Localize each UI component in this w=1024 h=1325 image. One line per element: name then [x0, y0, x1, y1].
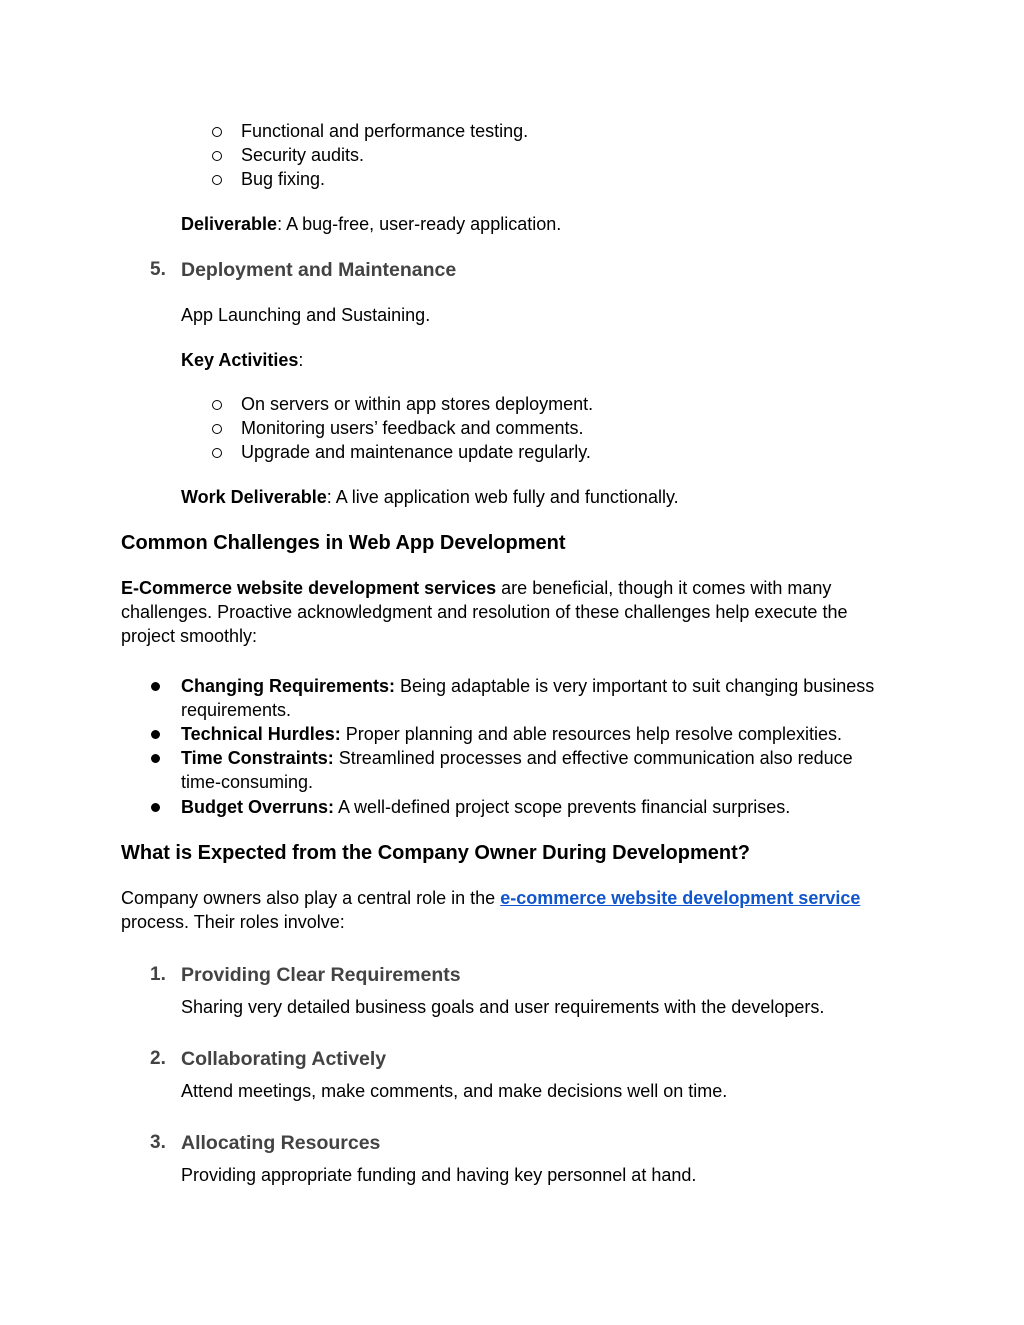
role-number: 3. [150, 1132, 166, 1153]
step-title: Deployment and Maintenance [181, 259, 457, 281]
role-text: Providing appropriate funding and having key personnel at hand. [181, 1165, 697, 1185]
work-deliverable-text: : A live application web fully and functionally. [326, 487, 679, 507]
challenge-label: Technical Hurdles: [181, 724, 341, 744]
hollow-bullet-icon [212, 424, 222, 434]
challenges-intro-line3: project smoothly: [121, 626, 258, 646]
challenges-intro-line2: challenges. Proactive acknowledgment and resolution of these challenges help execute the [121, 602, 848, 622]
bullet-icon [151, 730, 160, 739]
challenge-continuation: time-consuming. [181, 772, 314, 792]
challenges-intro-line1 [121, 576, 831, 600]
role-number: 1. [150, 964, 166, 985]
hollow-bullet-icon [212, 448, 222, 458]
hollow-bullet-icon [212, 400, 222, 410]
challenge-label: Time Constraints: [181, 748, 334, 768]
step-number: 5. [150, 259, 166, 280]
bullet-icon [151, 682, 160, 691]
hollow-bullet-icon [212, 175, 222, 185]
owner-intro-line1 [121, 886, 860, 910]
testing-item: Security audits. [241, 145, 365, 165]
bullet-icon [151, 803, 160, 812]
role-title: Providing Clear Requirements [181, 964, 461, 986]
role-title: Collaborating Actively [181, 1048, 387, 1070]
ecommerce-service-link[interactable]: e-commerce website development service [500, 888, 861, 908]
challenges-heading: Common Challenges in Web App Development [121, 532, 566, 554]
role-number: 2. [150, 1048, 166, 1069]
hollow-bullet-icon [212, 151, 222, 161]
challenge-text: Being adaptable is very important to suit changing business [395, 676, 875, 696]
work-deliverable [181, 485, 679, 509]
challenge-label: Changing Requirements: [181, 676, 396, 696]
work-deliverable-label: Work Deliverable [181, 487, 327, 507]
testing-item: Functional and performance testing. [241, 121, 529, 141]
activity-item: Monitoring users’ feedback and comments. [241, 418, 584, 438]
challenge-text: Proper planning and able resources help resolve complexities. [340, 724, 843, 744]
activity-item: Upgrade and maintenance update regularly. [241, 442, 591, 462]
deliverable-label: Deliverable [181, 214, 278, 234]
role-text: Sharing very detailed business goals and user requirements with the developers. [181, 997, 825, 1017]
challenges-intro-bold: E-Commerce website development services [121, 578, 497, 598]
role-title: Allocating Resources [181, 1132, 381, 1154]
key-activities-label [181, 348, 303, 372]
challenges-intro-rest: are beneficial, though it comes with many [496, 578, 832, 598]
testing-item: Bug fixing. [241, 169, 326, 189]
key-activities-colon: : [298, 350, 304, 370]
key-activities-bold: Key Activities [181, 350, 299, 370]
challenge-label: Budget Overruns: [181, 797, 335, 817]
challenge-item [181, 674, 874, 698]
owner-intro-line2: process. Their roles involve: [121, 912, 345, 932]
role-text: Attend meetings, make comments, and make decisions well on time. [181, 1081, 728, 1101]
challenge-text: A well-defined project scope prevents financial surprises. [334, 797, 791, 817]
challenge-item [181, 795, 790, 819]
bullet-icon [151, 754, 160, 763]
owner-heading: What is Expected from the Company Owner During Development? [121, 842, 750, 864]
activity-item: On servers or within app stores deployment. [241, 394, 594, 414]
hollow-bullet-icon [212, 127, 222, 137]
challenge-text: Streamlined processes and effective communication also reduce [333, 748, 853, 768]
challenge-item [181, 722, 842, 746]
step-intro: App Launching and Sustaining. [181, 305, 431, 325]
testing-deliverable [181, 212, 561, 236]
challenge-continuation: requirements. [181, 700, 292, 720]
owner-intro-text: Company owners also play a central role in the [121, 888, 501, 908]
challenge-item [181, 746, 853, 770]
deliverable-text: : A bug-free, user-ready application. [277, 214, 562, 234]
